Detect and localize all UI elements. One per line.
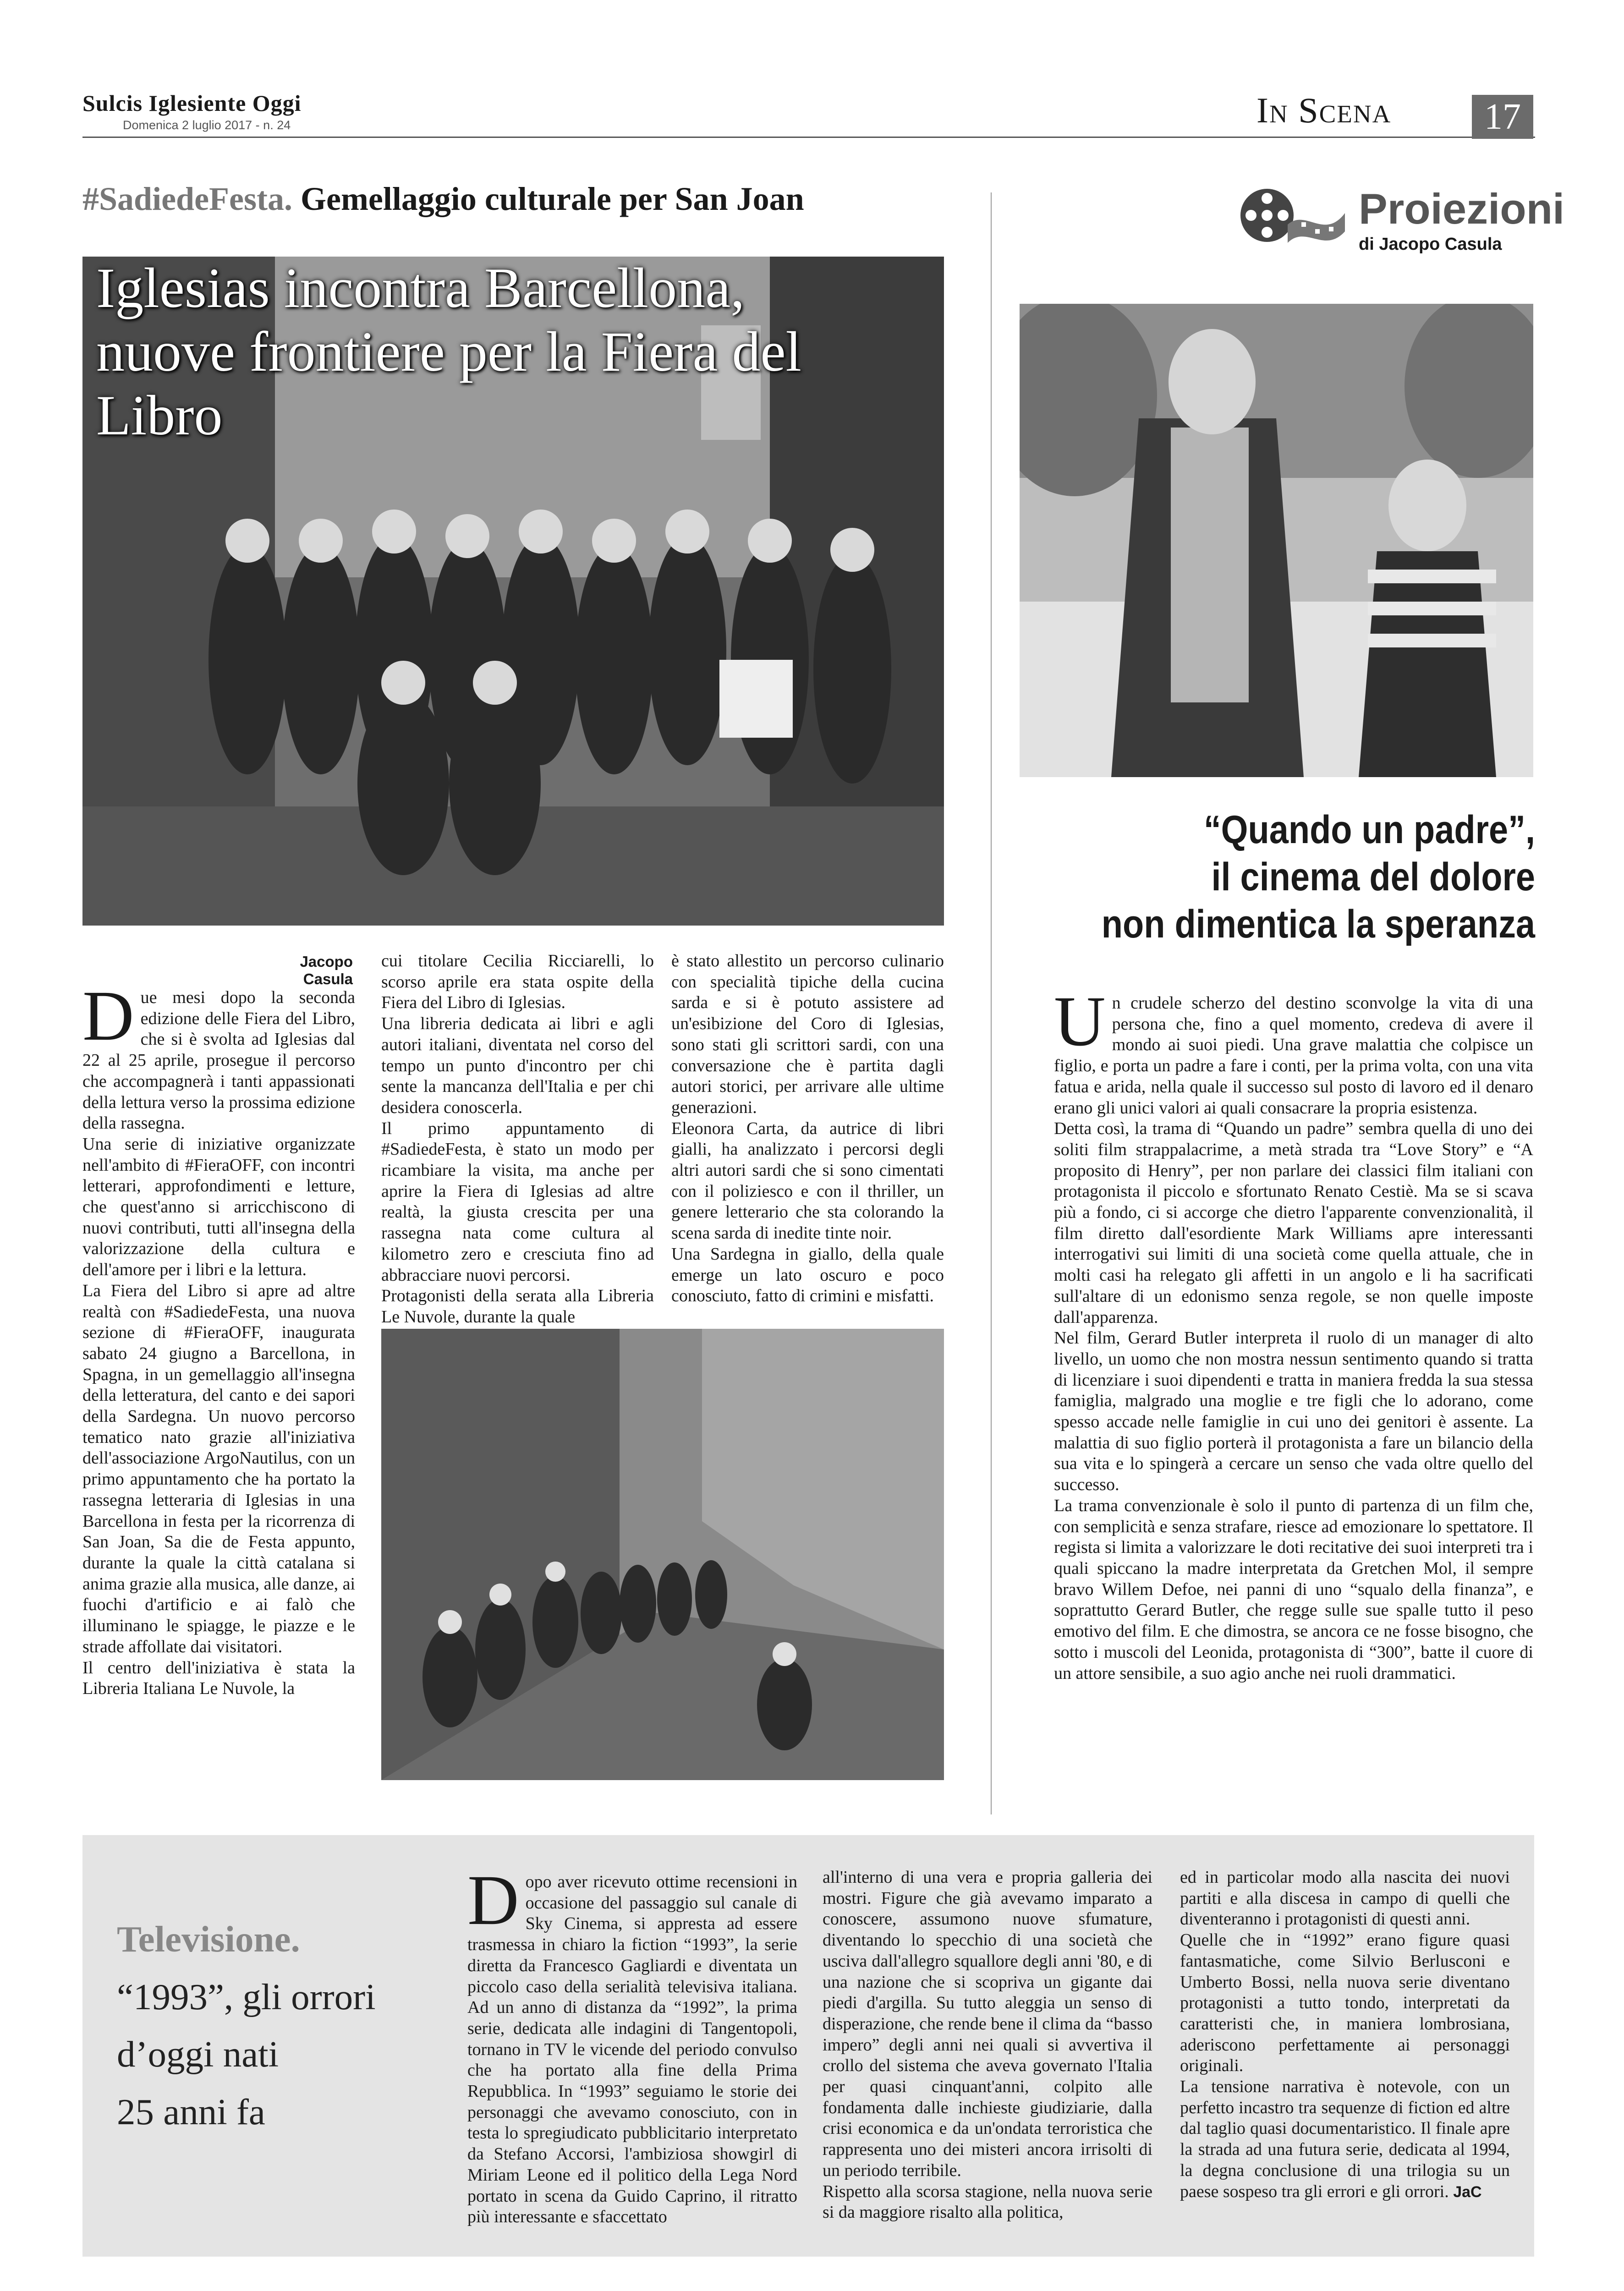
- kicker-text: Gemellaggio culturale per San Joan: [300, 181, 804, 217]
- main-headline-line2: nuove frontiere per la Fiera del Libro: [96, 320, 801, 447]
- tv-headline-line1: “1993”, gli orrori: [117, 1976, 376, 2017]
- film-headline-line3: non dimentica la speranza: [1101, 902, 1535, 947]
- tv-headline-line2: d’oggi nati: [117, 2033, 279, 2075]
- main-column-2: [381, 951, 654, 1328]
- paragraph: La Fiera del Libro si apre ad altre realtà con #SadiedeFesta, una nuova sezione di #FieraOFF, inaugurata sabato 24 giugno a Barcellona, in Spagna, in un gemellaggio all'insegna della letteratura, del canto e dei sapori della Sardegna. Un nuovo percorso tematico nato grazie all'iniziativa dell'associazione ArgoNautilus, con un primo appuntamento che ha portato la rassegna letteraria di Iglesias in una Barcellona in festa per la ricorrenza di San Joan, Sa die de Festa appunto, durante la quale la città catalana si anima grazie alla musica, alle danze, ai fuochi d'artificio e ai falò che illuminano le spiagge, le piazze e le strade affollate dai visitatori.: [82, 1281, 356, 1656]
- paragraph: Una serie di iniziative organizzate nell'ambito di #FieraOFF, con incontri letterari, approfondimenti e letture, che quest'anno si arricchiscono di nuovi contributi, tutti all'insegna della valorizzazione della cultura e dell'amore per i libri e la lettura.: [82, 1134, 355, 1280]
- kicker-tag: #SadiedeFesta.: [82, 181, 292, 217]
- main-byline: Jacopo Casula: [300, 953, 353, 987]
- header-rule: [82, 137, 1535, 138]
- tv-kicker: Televisione.: [117, 1918, 300, 1960]
- paragraph: ed in particolar modo alla nascita dei nuovi partiti e alla discesa in campo di quelli che diventeranno i protagonisti di questi anni.: [1180, 1868, 1510, 1929]
- tv-column-3: [1180, 1867, 1510, 2203]
- paragraph: all'interno di una vera e propria galleria dei mostri. Figure che già avevamo imparato a conoscere, assumono nuove sfumature, diventando lo specchio di una società che usciva dall'allegro squallore degli anni '80, e di una nazione che si scopriva un gigante dai piedi d'argilla. Su tutto aleggia un senso di disperazione, che rende bene il clima da “basso impero” degli anni nei quali si avvertiva il crollo del sistema che aveva governato l'Italia per quasi cinquant'anni, colpito alle fondamenta dalle inchieste giudiziarie, dalla crisi economica e da un'ondata terroristica che rappresenta uno dei misteri ancora irrisolti di un periodo terribile.: [823, 1868, 1152, 2180]
- dropcap: U: [1054, 981, 1106, 1061]
- film-headline-line2: il cinema del dolore: [1211, 855, 1535, 899]
- tv-column-1: [467, 1860, 797, 2228]
- film-headline: [1092, 806, 1535, 948]
- paragraph: Il primo appuntamento di #SadiedeFesta, è stato un modo per ricambiare la visita, ma anche per aprire la Fiera di Iglesias ad altre realtà, la giusta crescita per una rassegna nata come cultura al kilometro zero e cresciuta fino ad abbracciare nuovi percorsi.: [381, 1118, 654, 1285]
- column-divider: [991, 192, 992, 1814]
- paragraph: Rispetto alla scorsa stagione, nella nuova serie si da maggiore risalto alla politica,: [823, 2181, 1152, 2222]
- column-title: Proiezioni: [1359, 185, 1565, 233]
- main-kicker: [82, 180, 804, 218]
- paragraph: Protagonisti della serata alla Libreria Le Nuvole, durante la quale: [381, 1286, 654, 1326]
- dropcap: D: [467, 1860, 519, 1940]
- dropcap: D: [82, 976, 134, 1055]
- main-headline: [96, 257, 921, 448]
- paragraph: Quelle che in “1992” erano figure quasi fantasmatiche, come Silvio Berlusconi e Umberto Bossi, nella nuova serie diventano protagonisti a tutto tondo, interpretati da caratteristi che, in maniera lombrosiana, aderiscono perfettamente ai personaggi originali.: [1180, 1930, 1510, 2076]
- page-number: 17: [1472, 95, 1533, 139]
- main-headline-line1: Iglesias incontra Barcellona,: [96, 257, 745, 319]
- paragraph: Un crudele scherzo del destino sconvolge la vita di una persona che, fino a quel momento, credeva di avere il mondo ai suoi piedi. Una grave malattia che colpisce un figlio, e porta un padre a fare i conti, per la prima volta, con una vita fatua e arida, nella quale il successo sul posto di lavoro ed il denaro erano gli unici valori ai quali consacrare la propria esistenza.: [1054, 981, 1533, 1118]
- paragraph: Eleonora Carta, da autrice di libri gialli, ha analizzato i percorsi degli altri autori sardi che si sono cimentati con il poliziesco e con il thriller, un genere letterario che sta colorando la scena sarda di inedite tinte noir.: [671, 1118, 944, 1243]
- masthead: Sulcis Iglesiente Oggi: [82, 90, 302, 116]
- film-reel-icon: [1237, 181, 1347, 250]
- paragraph: Il centro dell'iniziativa è stata la Libreria Italiana Le Nuvole, la: [82, 1658, 355, 1699]
- column-byline: di Jacopo Casula: [1359, 235, 1502, 254]
- paragraph: cui titolare Cecilia Ricciarelli, lo scorso aprile era stata ospite della Fiera del Libro di Iglesias.: [381, 951, 654, 1013]
- paragraph: La trama convenzionale è solo il punto di partenza di un film che, con semplicità e senza strafare, riesce ad emozionare lo spettatore. Il regista si limita a valorizzare le doti recitative dei suoi interpreti tra i quali spiccano la madre interpretata da Gretchen Mol, il sempre bravo Willem Defoe, nei panni di uno “squalo della finanza”, e soprattutto Gerard Butler, che regge sulle sue spalle tutto il peso emotivo del film. E che dimostra, se ancora ce ne fosse bisogno, che sotto i muscoli del Leonida, protagonista di “300”, batte il cuore di un attore sensibile, a suo agio anche nei ruoli drammatici.: [1054, 1496, 1533, 1683]
- paragraph: Detta così, la trama di “Quando un padre” sembra quella di uno dei soliti film strappalacrime, a metà strada tra “Love Story” e “A proposito di Henry”, per non parlare dei classici film italiani con protagonista il piccolo e sfortunato Renato Cestiè. Ma se si scava più a fondo, ci si accorge che dietro l'apparente convenzionalità, il film diretto dall'esordiente Mark Williams apre interessanti interrogativi sui limiti di una società come quella attuale, che in molti casi ha relegato gli affetti in un angolo e li ha sacrificati sull'altare di un edonismo senza regole, se non quelle imposte dall'apparenza.: [1054, 1119, 1533, 1327]
- paragraph: Due mesi dopo la seconda edizione delle Fiera del Libro, che si è svolta ad Iglesias dal 22 al 25 aprile, prosegue il percorso che accompagnerà i tanti appassionati della lettura verso la prossima edizione della rassegna.: [82, 976, 355, 1133]
- paragraph: Dopo aver ricevuto ottime recensioni in occasione del passaggio sul canale di Sky Cinema, si appresta ad essere trasmessa in chiaro la fiction “1993”, la serie diretta da Francesco Gagliardi e diventata un piccolo caso della serialità televisiva italiana. Ad un anno di distanza da “1992”, la prima serie, dedicata alle indagini di Tangentopoli, tornano in TV le vicende del periodo convulso che ha portato alla fine della Prima Repubblica. In “1993” seguiamo le storie dei personaggi che avevamo conosciuto, con in testa lo spregiudicato pubblicitario interpretato da Stefano Accorsi, l'ambiziosa showgirl di Miriam Leone ed il politico della Lega Nord portato in scena da Guido Caprino, il ritratto più interessante e sfaccettato: [467, 1860, 797, 2227]
- paragraph: Una Sardegna in giallo, della quale emerge un lato oscuro e poco conosciuto, fatto di crimini e misfatti.: [671, 1244, 944, 1306]
- paragraph: è stato allestito un percorso culinario con specialità tipiche della cucina sarda e si è potuto assistere ad un'esibizione del Coro di Iglesias, sono stati gli scrittori sardi, con una conversazione che è partita dagli autori storici, per arrivare alle ultime generazioni.: [671, 951, 944, 1117]
- dateline: Domenica 2 luglio 2017 - n. 24: [123, 118, 291, 132]
- film-column: [1054, 981, 1533, 1684]
- street-crowd-photo: [381, 1329, 944, 1780]
- film-headline-line1: “Quando un padre”,: [1203, 808, 1535, 852]
- tv-headline: [117, 1911, 447, 2141]
- tv-headline-line3: 25 anni fa: [117, 2091, 265, 2132]
- signature: JaC: [1453, 2183, 1482, 2201]
- paragraph: Una libreria dedicata ai libri e agli autori italiani, diventata nel corso del tempo un punto d'incontro per chi sente la mancanza dell'Italia e per chi desidera conoscerla.: [381, 1014, 654, 1117]
- paragraph: Nel film, Gerard Butler interpreta il ruolo di un manager di alto livello, un uomo che non mostra nessun sentimento quando si tratta di licenziare i suoi dipendenti e tratta in maniera fredda la sua stessa famiglia, malgrado una moglie e tre figli che lo adorano, come spesso accade nelle famiglie in cui uno dei genitori è assente. La malattia di suo figlio porterà il protagonista a fare un bilancio della sua vita e lo spingerà a cercare un senso che vada oltre quello del successo.: [1054, 1328, 1533, 1495]
- main-column-1: [82, 976, 356, 1699]
- paragraph: La tensione narrativa è notevole, con un perfetto incastro tra sequenze di fiction ed altre dal taglio quasi documentaristico. Il finale apre la strada ad una futura serie, dedicata al 1994, la degna conclusione di una trilogia su un paese sospeso tra gli errori e gli orrori. JaC: [1180, 2077, 1510, 2201]
- tv-column-2: [823, 1867, 1152, 2223]
- section-name: In Scena: [1256, 90, 1392, 130]
- father-son-photo: [1020, 304, 1533, 777]
- main-column-3: [671, 951, 944, 1307]
